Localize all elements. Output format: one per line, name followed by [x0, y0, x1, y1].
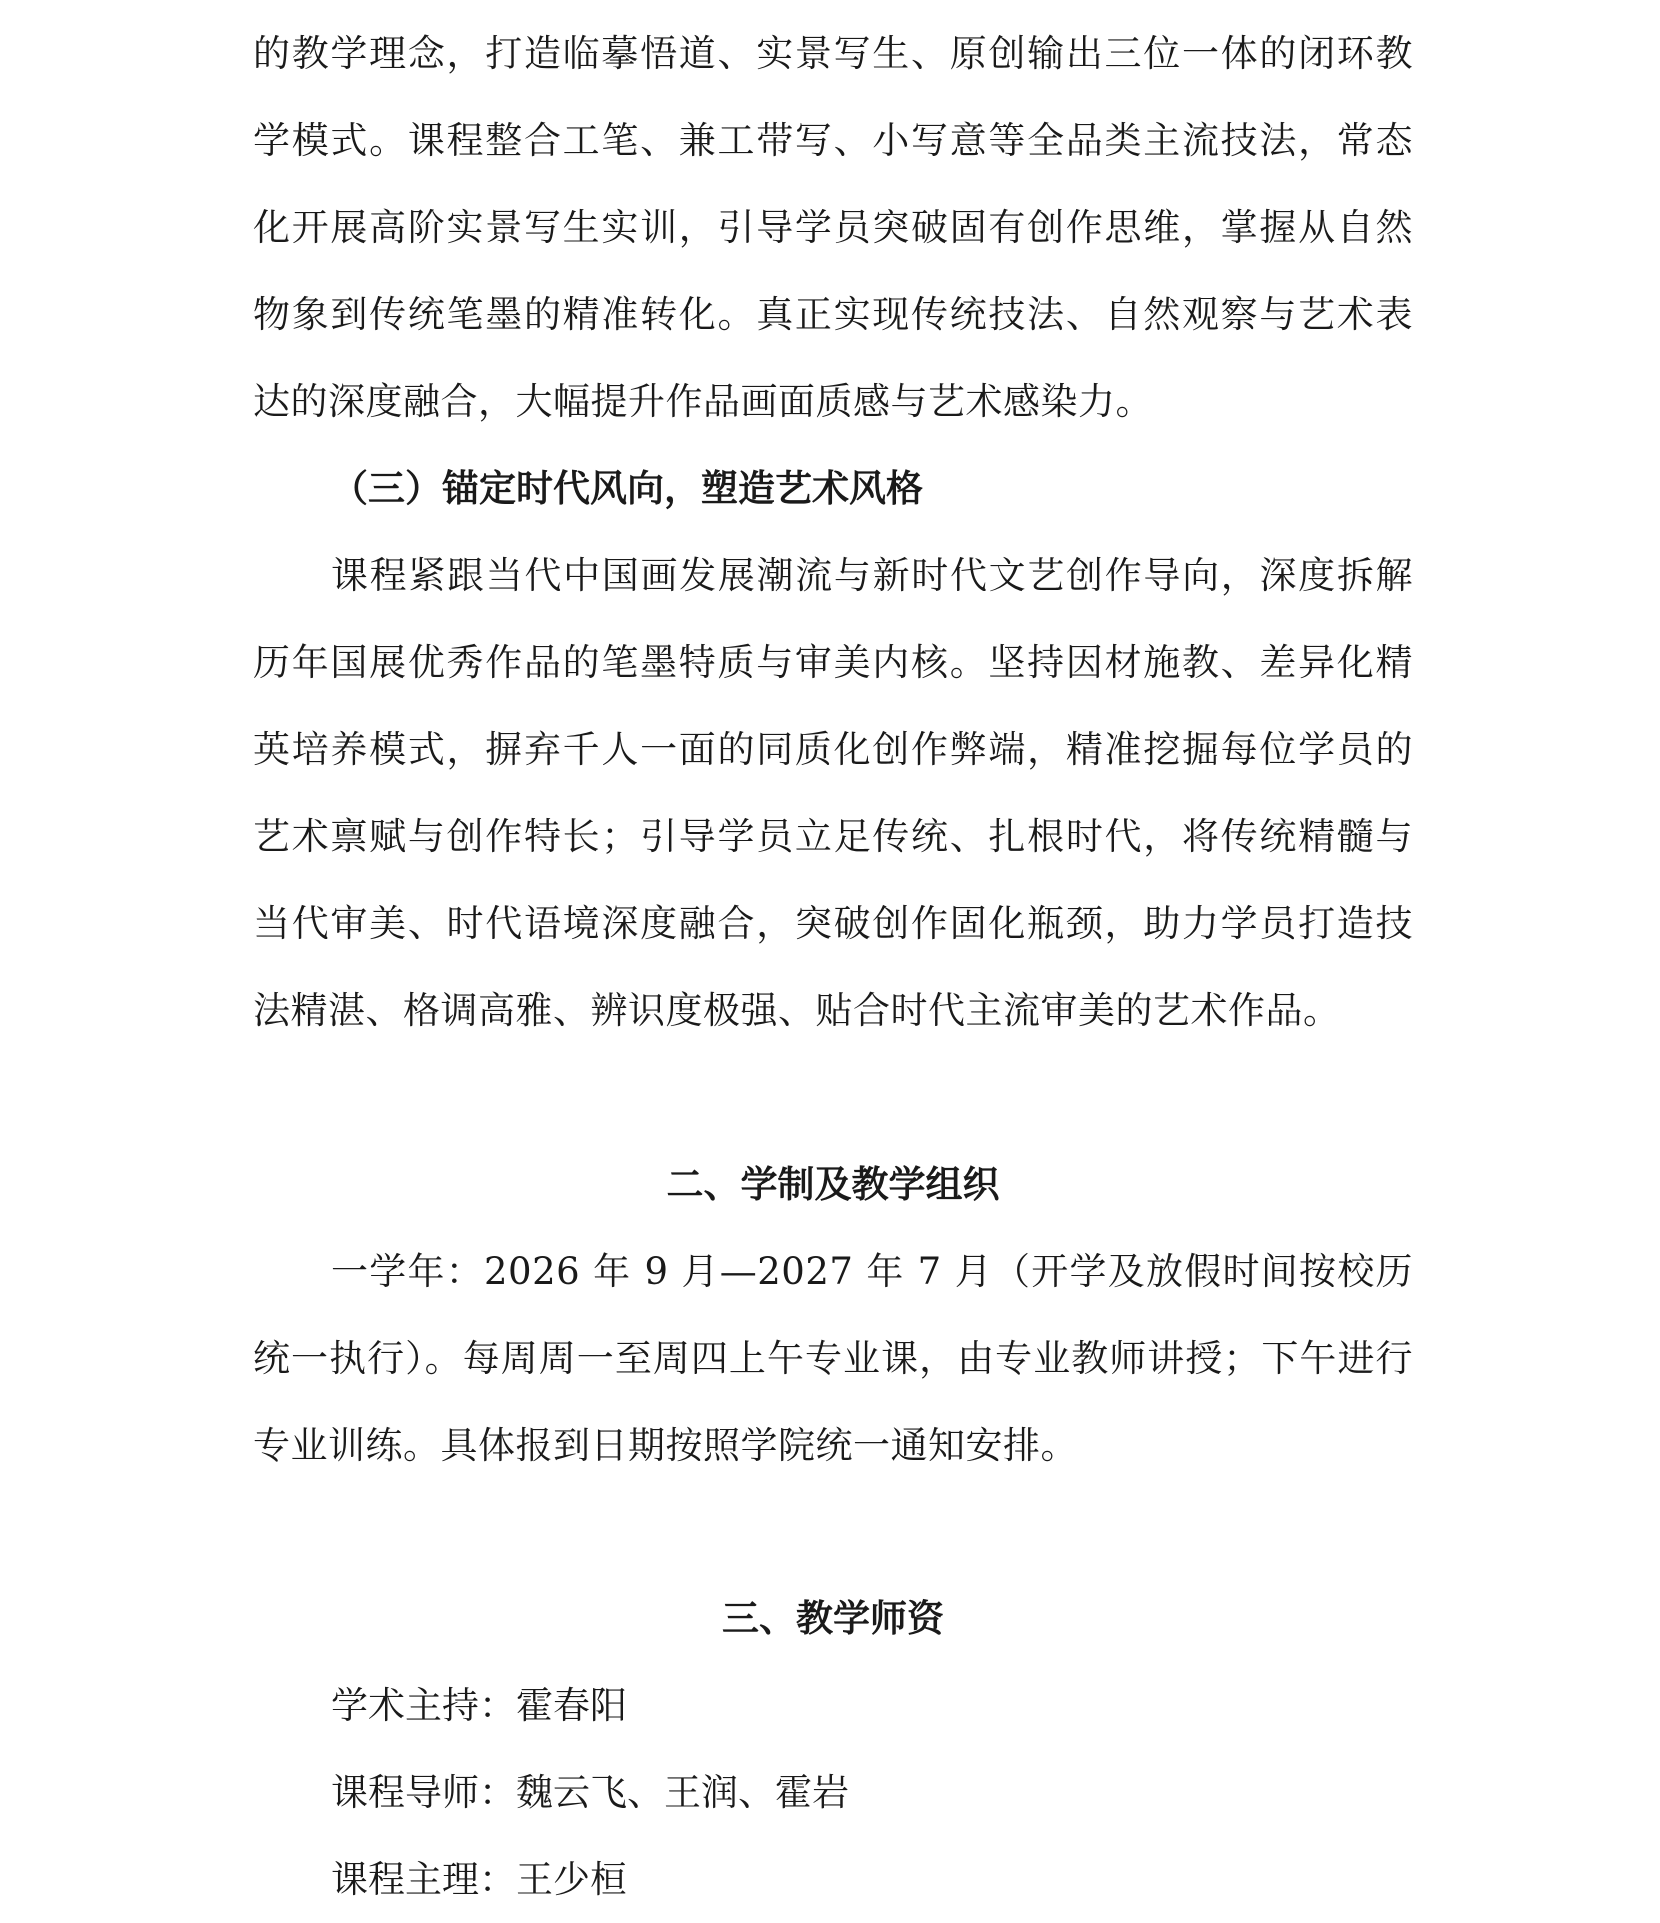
subheading-era-style: （三）锚定时代风向，塑造艺术风格 [331, 466, 923, 510]
section-spacer [253, 1054, 1413, 1141]
paragraph-schedule: 一学年：2026 年 9 月—2027 年 7 月（开学及放假时间按校历统一执行）。每周周一至周四上午专业课，由专业教师讲授；下午进行专业训练。具体报到日期按照学院统一通知安排。 [253, 1250, 1413, 1467]
section-heading-schedule: 二、学制及教学组织 [666, 1162, 1000, 1206]
section-spacer [253, 1489, 1413, 1575]
staff-course-manager: 课程主理：王少桓 [331, 1858, 627, 1901]
section-heading-faculty: 三、教学师资 [722, 1596, 944, 1640]
paragraph-art-style: 课程紧跟当代中国画发展潮流与新时代文艺创作导向，深度拆解历年国展优秀作品的笔墨特质与审美内核。坚持因材施教、差异化精英培养模式，摒弃千人一面的同质化创作弊端，精准挖掘每位学员的艺术禀赋与创作特长；引导学员立足传统、扎根时代，将传统精髓与当代审美、时代语境深度融合，突破创作固化瓶颈，助力学员打造技法精湛、格调高雅、辨识度极强、贴合时代主流审美的艺术作品。 [253, 554, 1413, 1032]
staff-course-mentors: 课程导师：魏云飞、王润、霍岩 [331, 1771, 849, 1814]
staff-academic-host: 学术主持：霍春阳 [331, 1684, 627, 1727]
document-page [253, 0, 1413, 1923]
paragraph-teaching-philosophy: 的教学理念，打造临摹悟道、实景写生、原创输出三位一体的闭环教学模式。课程整合工笔、兼工带写、小写意等全品类主流技法，常态化开展高阶实景写生实训，引导学员突破固有创作思维，掌握从自然物象到传统笔墨的精准转化。真正实现传统技法、自然观察与艺术表达的深度融合，大幅提升作品画面质感与艺术感染力。 [253, 32, 1413, 423]
